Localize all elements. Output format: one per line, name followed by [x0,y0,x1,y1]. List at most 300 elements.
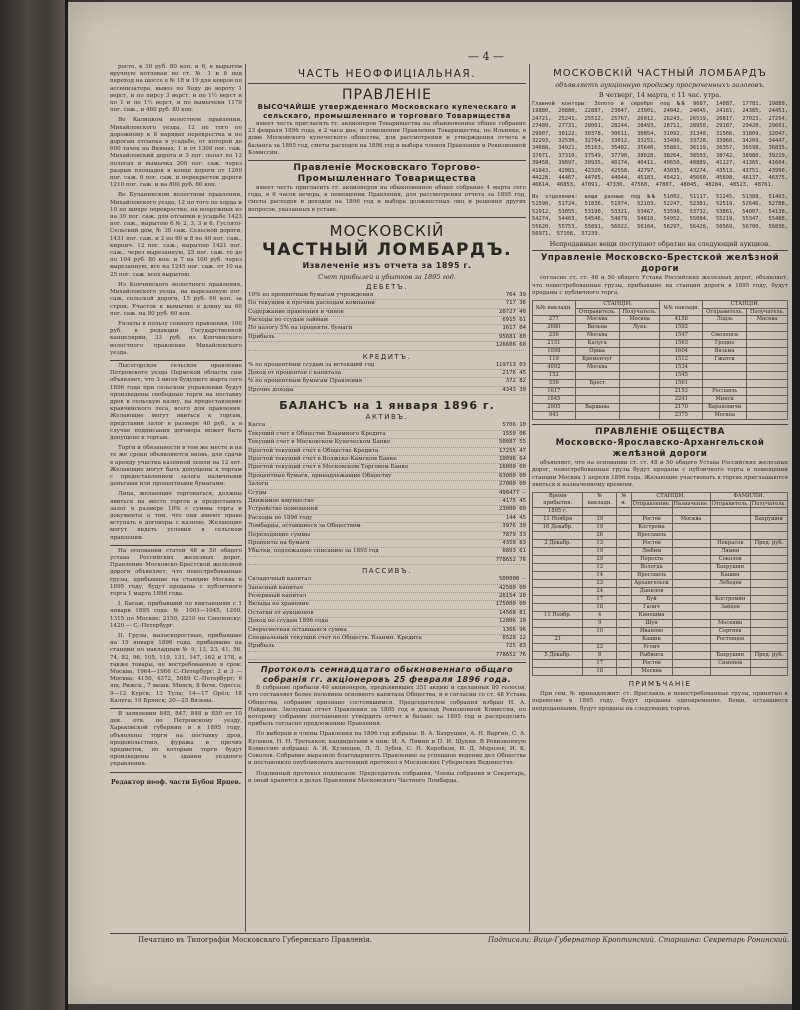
table-cell: Пред. руб. [750,540,787,548]
table-cell [672,540,710,548]
ledger-row [248,300,526,308]
table-cell: Архангельск [631,580,672,588]
table-cell [672,668,710,676]
table-cell: Бахрушин [750,516,787,524]
table-cell: 2151 [533,340,576,348]
table-header: № накладн. [583,492,617,507]
ledger-row [248,378,526,386]
ledger-label: Расходы по 1896 году [248,514,313,521]
paragraph: имеет честь пригласить гг. акционеров Товарищества на обыкновенное общее собрание 23 февраля 1896 года, в 2 часа дня, в помещении Правления Товарищества, по Ильинке, в доме Московского купеческого общества, для рассмотрения и утверждения отчета и баланса за 1895 год, сметы расходов на 1896 год и выбора членов Правления и Ревизионной Комиссии. [248,121,526,156]
ledger-value: 20727 40 [499,308,526,315]
newspaper-page [68,2,792,1004]
ledger-row [248,601,526,609]
table-cell [533,604,583,612]
ledger-label: Складочный капитал [248,576,312,583]
ledger-row [248,506,526,514]
table-row [533,564,788,572]
table-row [533,588,788,596]
table-row [533,364,788,372]
table-row [533,572,788,580]
table-row [533,356,788,364]
ledger-value: 778652 76 [495,556,526,563]
table-cell: 18 [583,604,617,612]
table-row [533,508,788,516]
table-cell [533,572,583,580]
ledger-row [248,576,526,584]
table-cell [575,372,619,380]
ledger-row [248,387,526,395]
table-cell: 19 [583,524,617,532]
table-cell [617,580,631,588]
ledger-row [248,498,526,506]
table-cell: 11 Ноябр. [533,612,583,620]
table-cell [533,668,583,676]
table-cell: 4 [583,612,617,620]
table-cell [533,628,583,636]
lombard-title-line2: ЧАСТНЫЙ ЛОМБАРДЪ. [261,239,513,260]
table-cell: Вильна [575,324,619,332]
table-cell [747,348,788,356]
paragraph: согласно ст. ст. 48 и 50 общего Устава Российских железных дорог, объявляет, что невостребованные грузы, прибывшие на станции дороги в 1895 году, будут проданы с публичного торга. [532,275,788,296]
ledger-value: 7879 33 [502,531,526,538]
table-cell: Москва [575,332,619,340]
paragraph: росте, в 30 руб. 80 коп. и 6, в вырытом вручную котлован по ст. № 1 и 8 под переход на шоссе в № 18 и 19 для ковров по ассенизатора, вывоз по Ходу до вороту 1 верст, и по пирсу 3 верст, и по 1½ верст и по 1 и по 1½ верст, и по вымычени 1179 пог. саж., и 460 руб. 80 коп. [110,64,242,114]
table-cell [533,556,583,564]
paragraph: На основании статей 48 и 50 общего устава Российских железных дорог, Правление Московско-Брестской железной дороги объявляет, что невостребованные грузы, прибывшие на станцию Москва в 1895 году, будут проданы с публичного торга 1 марта 1896 года. [110,547,242,598]
ledger-label: Простой текущий счет в Волжско-Камском Банке [248,455,397,462]
table-row [533,524,788,532]
table-cell: Лодзь [703,316,747,324]
table-cell: Вологда [631,564,672,572]
table-cell [583,636,617,644]
ledger-value: 12806 10 [499,618,526,625]
table-row [533,332,788,340]
table-cell [533,660,583,668]
table-cell: 1563 [660,340,703,348]
ledger-label: Прибыль [248,333,275,340]
table-cell [747,380,788,388]
ledger-row [248,643,526,651]
divider [110,545,242,546]
table-cell [703,364,747,372]
table-cell [710,668,750,676]
table-row [533,412,788,420]
table-cell: Лукъ [619,324,660,332]
table-header: Получатель. [619,308,660,316]
table-cell [747,324,788,332]
table-cell [631,508,672,516]
passiv-ledger [248,576,526,660]
paragraph: Лица, желающие торговаться, должны явиться на место торгов и предоставить залог в размере 10% с суммы торга и документы о том, что они имеют право вступать в договоры с казною. Желающие могут видеть условия в сельском правлении. [110,491,242,541]
table-cell [703,380,747,388]
table-cell [619,364,660,372]
divider [248,83,526,84]
lombard-title-line1: МОСКОВСКІЙ [329,221,445,240]
table-cell: Москва [619,316,660,324]
table-cell: Орша [575,348,619,356]
table-cell: 1545 [660,372,703,380]
page-number: — 4 — [468,50,504,63]
paragraph: Подлинный протокол подписали: Председатель собрания, Члены собрания и Секретарь, и оный хранится в делах Правления Московского Частного Ломбарда. [248,770,526,784]
balance-title: БАЛАНСЪ на 1 января 1896 г. [279,399,495,413]
table-cell [672,556,710,564]
paragraph: В заявлении 845, 847, 848 и 850 от 10 дек. отв. по Петровскому уезду, Харьковской губернии и в 1895 году, объявлены торги на поставку дров, продовольствия, фуража и прочих предметов, по которым торги будут произведены в здании уездного управления. [110,711,242,768]
table-cell [672,636,710,644]
ledger-label: По текущим и прочим расходам компании [248,300,375,307]
lombard-auction-date: В четверг, 14 марта, с 11 час. утра. [598,91,722,99]
table-cell: 2680 [533,324,576,332]
table-cell [750,524,787,532]
ledger-value: 6915 61 [502,317,526,324]
table-header: Отправление. [632,500,671,507]
ledger-label: Прибыль [248,643,275,650]
table-cell [710,644,750,652]
ledger-label: % по процентным ссудам за истекший год [248,361,375,368]
table-cell [672,604,710,612]
table-cell [617,612,631,620]
table-row [533,580,788,588]
table-cell: Гродно [703,340,747,348]
table-cell: 1845 [533,396,576,404]
table-cell: Ярославль [631,572,672,580]
pledge-numbers: Главной конторы: Золото и серебро под №№ 9687, 14087, 17781, 19889, 19880, 20880, 22887, 23047, 23901, 24042, 24045, 24161, 24385, 24451, 24721, 25241, 25512, 25767, 26012, 26243, 26519, 26817, 27023, 27254, 27489, 27731, 28001, 28244, 28493, 28711, 28950, 29187, 29420, 29661, 29907, 30122, 30378, 30611, 30854, 31092, 31340, 31566, 31809, 32047, 32293, 32530, 32764, 33012, 33251, 33490, 33728, 33960, 34209, 34447, 34688, 34921, 35163, 35402, 35640, 35881, 36119, 36357, 36598, 36835, 37071, 37310, 37549, 37790, 38028, 38264, 38503, 38742, 38980, 39219, 39458, 39697, 39935, 40174, 40411, 40650, 40889, 41127, 41365, 41604, 41843, 42081, 42320, 42558, 42797, 43035, 43274, 43513, 43751, 43990, 44228, 44467, 44705, 44944, 45183, 45421, 45660, 45898, 46137, 46375, 46614, 46853, 47091, 47330, 47568, 47807, 48045, 48284, 48523, 48761. [532,101,788,189]
column-right [532,64,788,716]
table-cell [617,596,631,604]
table-cell: 250 [533,332,576,340]
paragraph: Из Копчинского волостного правления, Михайловского уезда, на вырезанную пог. саж. сельской дороги, 15 руб. 60 коп. за строи. Участок к вымычке в длину на 60 пог. саж. на 80 руб. 60 коп. [110,281,242,317]
table-cell [672,580,710,588]
table-cell: 1534 [660,364,703,372]
table-cell [617,628,631,636]
page-edge [792,0,800,1010]
table-cell: 2 Декабр. [533,540,583,548]
table-cell: Некрасов [710,540,750,548]
table-cell [710,532,750,540]
table-cell [533,548,583,556]
table-row [533,620,788,628]
ledger-row [248,481,526,489]
credit-ledger [248,362,526,396]
auction-note: Непроданные вещи поступают обратно на следующий аукцион. [549,240,771,249]
ledger-value: 372 82 [505,378,526,385]
table-cell: Бахрушин [710,564,750,572]
table-cell [672,532,710,540]
table-cell: Кашин [631,636,672,644]
table-cell: Кинешма [631,612,672,620]
paragraph: Во Буланинском волостном правлении, Михайловского уезда, 12 по того по хорда и 10 по шихре перекрестке, на вооружных из на 30 пог. саж. для отсыпки в усадьбе 1423 пог. саж., вырытою 6 № 2, 3, 3 и 6, Гуслято-Сельский дом, № 30 саж. Сельской дороги, 1431 пог. саж. и 2 по 60 и 8 по 40 пог. саж., кирпич. 12 пог. саж., вырытою 1421 пог. саж., через вырезанную, 25 пог. саж. то до по 104 руб. 80 коп. и 7 на 100 руб. через вырезанную, все на 1245 пог. саж. от 10 на 25 пог. саж. всех вырытою. [110,192,242,278]
ledger-row [248,610,526,618]
table-cell [619,404,660,412]
ledger-label: Содержание правления и чинов [248,308,344,315]
ledger-row [248,490,526,498]
paragraph: I. Багаж, прибывший по квитанциям с 1 января 1895 года: № 1001—1045, 1200, 1315 по Москве; 2150, 2210 по Смоленску; 1420 — С.-Петербург. [110,601,242,629]
table-cell: 277 [533,316,576,324]
ledger-row [248,334,526,342]
table-cell: 2241 [660,396,703,404]
table-cell: 24 [583,588,617,596]
ledger-value: 725 83 [505,643,526,650]
column-left [110,64,242,786]
divider [110,772,242,773]
ledger-label: Вклады на хранение [248,601,309,608]
table-row [533,652,788,660]
paragraph: В собрание прибыли 40 акционеров, предъявивших 351 акцию и сделанных 80 голосов, что составляет более половины основного капитала Общества, и в согласии со ст. 48 Устава Общества, собрание признано состоявшимся. Председателем собрания избран Н. А. Найденов. Заслушан отчет Правления за 1895 год и доклад Ревизионной Комиссии, по которому собрание постановило утвердить отчет и баланс за 1895 год и распределить прибыль согласно предложению Правления. [248,685,526,728]
table-cell [617,572,631,580]
table-cell: 4158 [660,316,703,324]
table-cell [750,556,787,564]
table-cell: Брест [575,380,619,388]
ledger-row [248,464,526,472]
table-cell: 14 [583,572,617,580]
table-cell: 559 [533,380,576,388]
table-cell [619,332,660,340]
table-cell [533,644,583,652]
ledger-value: 1366 96 [502,626,526,633]
ledger-row [248,523,526,531]
ledger-value: 764 39 [505,291,526,298]
table-row [533,532,788,540]
table-header: №№ накладн. [660,300,703,315]
table-cell [533,532,583,540]
ledger-label: Резервный капитал [248,593,307,600]
table-cell: 1547 [660,332,703,340]
table-cell: 1592 [660,324,703,332]
table-cell: 1604 [660,348,703,356]
ledger-label: Прочие доходы [248,386,294,393]
table-cell [672,524,710,532]
table-cell: Ярославль [631,532,672,540]
ledger-value: 42500 00 [499,584,526,591]
lombard-report-subtitle: Счет прибылей и убытков за 1895 год. [318,272,456,281]
table-cell: 17 [583,660,617,668]
ledger-row [248,431,526,439]
table-cell [575,396,619,404]
ledger-label: Процентные бумаги, принадлежащие Обществу [248,472,392,479]
table-cell [703,372,747,380]
ledger-value: 498477 — [499,489,526,496]
table-cell: 2153 [660,388,703,396]
table-cell: Данилов [631,588,672,596]
table-cell [710,516,750,524]
table-cell: Соколов [710,556,750,564]
table-row [533,628,788,636]
table-cell [617,540,631,548]
table-cell: Москва [747,316,788,324]
ledger-row [248,515,526,523]
ledger-label: Ломбарды, оставшиеся за Обществом [248,523,361,530]
debet-ledger [248,292,526,351]
ledger-label: Проценты на бумаги [248,539,310,546]
ledger-value: 6528 12 [502,635,526,642]
table-cell: Москва [631,668,672,676]
ledger-label: % по процентным бумагам Правления [248,378,363,385]
table-cell: 10 [583,628,617,636]
table-cell: Ростов [631,660,672,668]
brest-railway-title: Управленіе Московско-Брестской желѣзной дороги [540,253,780,275]
table-cell: 1512 [660,356,703,364]
table-row [533,324,788,332]
ledger-row [248,456,526,464]
table-cell [533,564,583,572]
table-cell [672,572,710,580]
table-cell: Сергиев [710,628,750,636]
table-cell: 21 [533,636,583,644]
aktiv-ledger [248,422,526,565]
table-cell [747,340,788,348]
paragraph: имеет честь пригласить гг. акционеров на обыкновенное общее собрание 4 марта сего года, в 6 часов вечера, в помещении Правления, для рассмотрения отчета за 1895 год, сметы расходов и доходов на 1896 год и выбора должностных лиц и решения других вопросов, указанных в уставе. [248,185,526,213]
table-header: СТАНЦІИ. [703,300,788,308]
ledger-value: 50087 55 [499,439,526,446]
column-middle [248,64,526,788]
table-cell [672,508,710,516]
table-cell: Рославль [703,388,747,396]
ledger-value: 6893 61 [502,548,526,555]
table-cell [747,356,788,364]
table-cell [710,508,750,516]
table-row [533,396,788,404]
table-header: Получатель. [747,308,788,316]
ledger-value: 3976 30 [502,523,526,530]
table-row [533,668,788,676]
table-cell: Бахрушин [710,652,750,660]
ledger-row [248,325,526,333]
table-cell: 16 Декабр. [533,524,583,532]
table-cell: Иваново [631,628,672,636]
paragraph: Уплаты в пользу сенного правления, 100 руб. в редакции Государственной канцелярии, 33 руб. из Копчинского волостного правления Михайловского уезда. [110,320,242,356]
ledger-label: Устройство помещений [248,506,318,513]
divider [248,160,526,161]
table-cell: Москва [703,412,747,420]
table-row [533,636,788,644]
table-cell [619,380,660,388]
table-cell: 22 [583,644,617,652]
table-cell: Лебедев [710,580,750,588]
table-cell: 2005 [533,404,576,412]
paragraph: По выборам в члены Правления на 1896 год избраны: В. А. Бахрушин, А. Н. Варгин, С. А. Кулаков, Н. Н. Третьяков; кандидатами к ним: И. А. Лямин и П. И. Щукин. В Ревизионную Комиссию избраны: А. И. Кузнецов, Л. Л. Зубов, С. Н. Коробков, И. Д. Морозов, И. К. Соколов. Собрание выразило благодарность Правлению за успешное ведение дел Общества и постановило опубликовать настоящий протокол в Московских Губернских Ведомостях. [248,731,526,767]
table-cell: Галич [631,604,672,612]
table-header: Отправитель. [711,500,749,507]
ledger-value: 119713 03 [495,361,526,368]
divider [532,424,788,425]
table-row [533,516,788,524]
table-cell: 11 Ноября [533,516,583,524]
table-row [533,596,788,604]
ledger-value: 14568 81 [499,609,526,616]
table-cell [617,620,631,628]
table-header: Получатель. [751,500,786,507]
ledger-row [248,618,526,626]
divider [110,708,242,709]
table-cell: 5 Декабр. [533,652,583,660]
table-cell [575,388,619,396]
table-cell: 1561 [660,380,703,388]
table-cell [617,548,631,556]
ledger-label: Простой текущий счет в Обществе Кредита [248,447,379,454]
table-cell: 941 [533,412,576,420]
table-cell [619,412,660,420]
table-cell [747,396,788,404]
table-cell: 23 [583,580,617,588]
table-cell [619,340,660,348]
table-cell: Шуя [631,620,672,628]
table-cell: 9 [583,620,617,628]
table-cell [710,612,750,620]
column-rule-1 [245,64,246,932]
ledger-row [248,473,526,481]
table-cell [747,364,788,372]
brest-cargo-table [532,300,788,420]
ledger-row [248,635,526,643]
table-cell [672,588,710,596]
table-cell [710,524,750,532]
table-cell: 1098 [533,348,576,356]
ledger-row [248,532,526,540]
table-cell: Варшава [575,404,619,412]
protocol-title: Протоколъ семнадцатаго обыкновеннаго общаго собранія гг. акціонеровъ 25 февраля 1896 года. [260,665,514,685]
ledger-label: Расходы по ссудам займам [248,317,328,324]
ledger-value: 1550 06 [502,430,526,437]
table-cell [747,404,788,412]
table-cell: 8 [583,652,617,660]
table-cell [617,604,631,612]
ledger-row [248,422,526,430]
paragraph: Торги и обязанности в том же месте и на те же сроки объявляются вновь, для сдачи в аренду участка казенной земли на 12 лет. Желающие могут быть допущены к торгам с предоставлением залога наличными деньгами или процентными бумагами. [110,445,242,488]
ledger-label: Запасный капитал [248,584,303,591]
ledger-row [248,585,526,593]
table-cell: Рыбинск [631,652,672,660]
table-cell: Любим [631,548,672,556]
table-cell [750,668,787,676]
ledger-value: 4343 30 [502,386,526,393]
yaroslavl-railway-title: Московско-Ярославско-Архангельской желѣзной дороги [555,438,765,460]
table-header: №№ накладн. [533,300,576,315]
table-row [533,388,788,396]
ledger-row [248,439,526,447]
table-cell [710,588,750,596]
ledger-label: Ссуды [248,489,267,496]
ledger-label: Простой текущий счет в Московском Торговом Банке [248,464,409,471]
table-row [533,604,788,612]
table-cell [750,628,787,636]
table-row [533,548,788,556]
table-cell [750,604,787,612]
ledger-value: 1617 04 [502,325,526,332]
table-cell [533,620,583,628]
table-cell [617,652,631,660]
table-cell [750,580,787,588]
table-cell [750,572,787,580]
table-cell: Углич [631,644,672,652]
paragraph: II. Грузы, малоскоростные, прибывшие на 15 января 1896 года, прибывшие на станции по накладным № 9, 13, 23, 41, 56, 74, 82, 96, 105, 119, 131, 147, 162 и 178, а также товары, не востребованные в срок: Москва, 1964—1966 С.-Петербург; 2 и 3 — Москва; 4150, 4372, 5089 С.-Петербург; 6 ящ. Рижск., 7 мешк. Минск, 8 бочк. Одесса; 9—12 Курск; 13 Тула; 14—17 Орёл; 18 Калуга; 19 Брянск; 20—25 Вязьма. [110,633,242,704]
table-cell [672,660,710,668]
table-cell: 152 [533,372,576,380]
ledger-value: 126606 60 [495,342,526,349]
table-cell [672,652,710,660]
table-cell [672,548,710,556]
table-row [533,612,788,620]
paragraph: Лысогорское сельское правление Петровского уезда Пермской области сим объявляет, что 3 июля будущего марта сего 1896 года при сельском управлении будут произведены свободные торги на поставку дров в сельскую казну, на предоставление кравчинского леса, всего для правления. Желающие могут явиться к торгам, представив залог в размере 40 руб., а в случае подписания договора может быть допущено к торгам. [110,362,242,441]
table-cell [750,660,787,668]
yaroslavl-board-title: ПРАВЛЕНІЕ ОБЩЕСТВА [595,427,725,438]
lombard-auction-title: МОСКОВСКІЙ ЧАСТНЫЙ ЛОМБАРДЪ [553,68,767,79]
table-header: ФАМИЛІИ. [710,492,787,500]
ledger-label: Касса [248,422,266,429]
table-cell: 1617 [533,388,576,396]
table-cell [750,620,787,628]
ledger-label: Движимое имущество [248,497,314,504]
table-cell [619,372,660,380]
table-cell [617,524,631,532]
